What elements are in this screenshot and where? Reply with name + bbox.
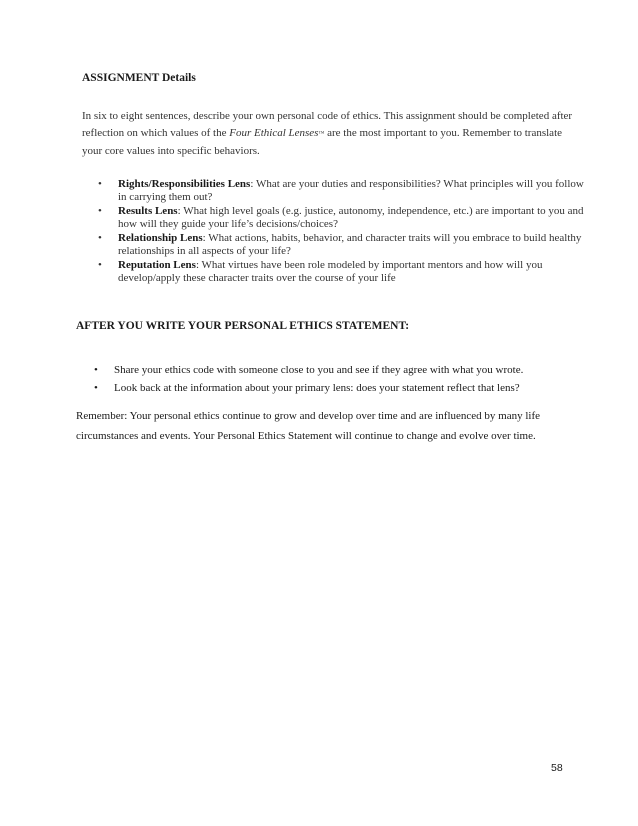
remember-paragraph: Remember: Your personal ethics continue to grow and develop over time and are influenced by many life circumstances and events. Your Personal Ethics Statement will continue to change and evolve over time. [76, 410, 541, 442]
assignment-intro [82, 108, 582, 160]
bullet-icon: • [98, 232, 102, 244]
list-item-text: Share your ethics code with someone close to you and see if they agree with what you wrote. [114, 364, 524, 376]
bullet-icon: • [98, 178, 102, 190]
list-item-text: Look back at the information about your primary lens: does your statement reflect that lens? [114, 382, 520, 394]
bullet-icon: • [94, 364, 98, 376]
intro-text-end: are the most important to you. Remember to translate your core values into specific behaviors. [82, 126, 563, 157]
four-ethical-lenses-term: Four Ethical Lenses [229, 126, 319, 139]
trademark-mark: ™ [318, 130, 325, 137]
lens-name: Relationship Lens [118, 232, 203, 244]
bullet-icon: • [98, 259, 102, 271]
lens-name: Reputation Lens [118, 259, 196, 271]
list-item-results-lens [96, 205, 586, 231]
list-item-rights-lens [96, 178, 586, 204]
list-item-look-back [92, 380, 592, 396]
lens-name: Rights/Responsibilities Lens [118, 178, 251, 190]
lens-list [96, 178, 586, 286]
intro-text-start: In six to eight sentences, describe your own personal code of ethics. This assignment should be completed after reflection on which values of the [82, 110, 573, 139]
after-writing-heading: AFTER YOU WRITE YOUR PERSONAL ETHICS STATEMENT: [76, 320, 410, 332]
list-item-reputation-lens [96, 259, 586, 285]
lens-description: : What high level goals (e.g. justice, autonomy, independence, etc.) are important to you and how will they guide your life’s decisions/choices? [118, 205, 584, 230]
page-number: 58 [551, 762, 563, 774]
lens-description: : What virtues have been role modeled by important mentors and how will you develop/apply these character traits over the course of your life [118, 259, 543, 284]
bullet-icon: • [98, 205, 102, 217]
after-writing-list [92, 362, 592, 398]
lens-description: : What actions, habits, behavior, and character traits will you embrace to build healthy relationships in all aspects of your life? [118, 232, 582, 257]
assignment-heading: ASSIGNMENT Details [82, 72, 196, 84]
lens-description: : What are your duties and responsibilities? What principles will you follow in carrying them out? [118, 178, 584, 203]
list-item-share-code [92, 362, 592, 378]
list-item-relationship-lens [96, 232, 586, 258]
lens-name: Results Lens [118, 205, 178, 217]
bullet-icon: • [94, 382, 98, 394]
